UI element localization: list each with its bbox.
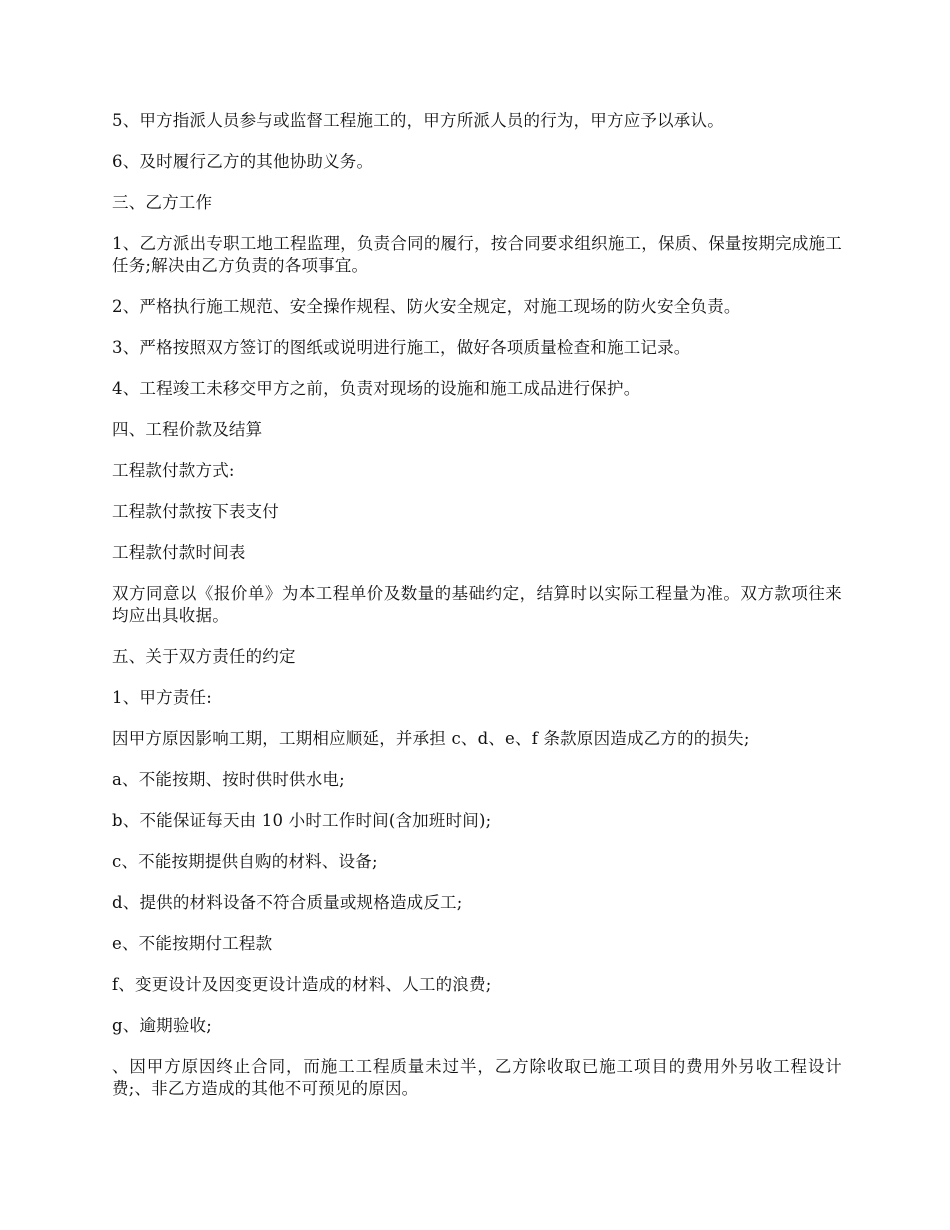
paragraph-termination-clause: 、因甲方原因终止合同，而施工工程质量未过半，乙方除收取已施工项目的费用外另收工程设计费;、非乙方造成的其他不可预见的原因。 — [112, 1057, 842, 1098]
paragraph-party-b-clause-3: 3、严格按照双方签订的图纸或说明进行施工，做好各项质量检查和施工记录。 — [112, 338, 691, 357]
list-item-a: a、不能按期、按时供时供水电; — [112, 770, 345, 789]
list-item-b: b、不能保证每天由 10 小时工作时间(含加班时间); — [112, 811, 492, 830]
paragraph-quotation-agreement: 双方同意以《报价单》为本工程单价及数量的基础约定，结算时以实际工程量为准。双方款项往来均应出具收据。 — [112, 584, 842, 625]
document-body — [112, 110, 842, 1119]
paragraph-party-a-responsibility: 1、甲方责任: — [112, 688, 212, 707]
section-heading-price-settlement: 四、工程价款及结算 — [112, 420, 263, 439]
list-item-g: g、逾期验收; — [112, 1016, 213, 1035]
list-item-c: c、不能按期提供自购的材料、设备; — [112, 852, 378, 871]
paragraph-clause-6-assistance: 6、及时履行乙方的其他协助义务。 — [112, 152, 374, 171]
paragraph-payment-schedule: 工程款付款时间表 — [112, 543, 246, 562]
list-item-f: f、变更设计及因变更设计造成的材料、人工的浪费; — [112, 975, 492, 994]
paragraph-party-b-clause-2: 2、严格执行施工规范、安全操作规程、防火安全规定，对施工现场的防火安全负责。 — [112, 297, 741, 316]
section-heading-party-b-work: 三、乙方工作 — [112, 193, 213, 212]
list-item-e: e、不能按期付工程款 — [112, 934, 273, 953]
paragraph-party-b-clause-4: 4、工程竣工未移交甲方之前，负责对现场的设施和施工成品进行保护。 — [112, 379, 641, 398]
paragraph-clause-5-party-a-personnel: 5、甲方指派人员参与或监督工程施工的，甲方所派人员的行为，甲方应予以承认。 — [112, 111, 724, 130]
paragraph-party-b-clause-1: 1、乙方派出专职工地工程监理，负责合同的履行，按合同要求组织施工，保质、保量按期完成施工任务;解决由乙方负责的各项事宜。 — [112, 234, 842, 275]
paragraph-payment-method: 工程款付款方式: — [112, 461, 235, 480]
paragraph-payment-per-table: 工程款付款按下表支付 — [112, 502, 279, 521]
list-item-d: d、提供的材料设备不符合质量或规格造成反工; — [112, 893, 463, 912]
section-heading-responsibilities: 五、关于双方责任的约定 — [112, 647, 296, 666]
paragraph-delay-clause: 因甲方原因影响工期，工期相应顺延，并承担 c、d、e、f 条款原因造成乙方的的损失; — [112, 729, 750, 748]
